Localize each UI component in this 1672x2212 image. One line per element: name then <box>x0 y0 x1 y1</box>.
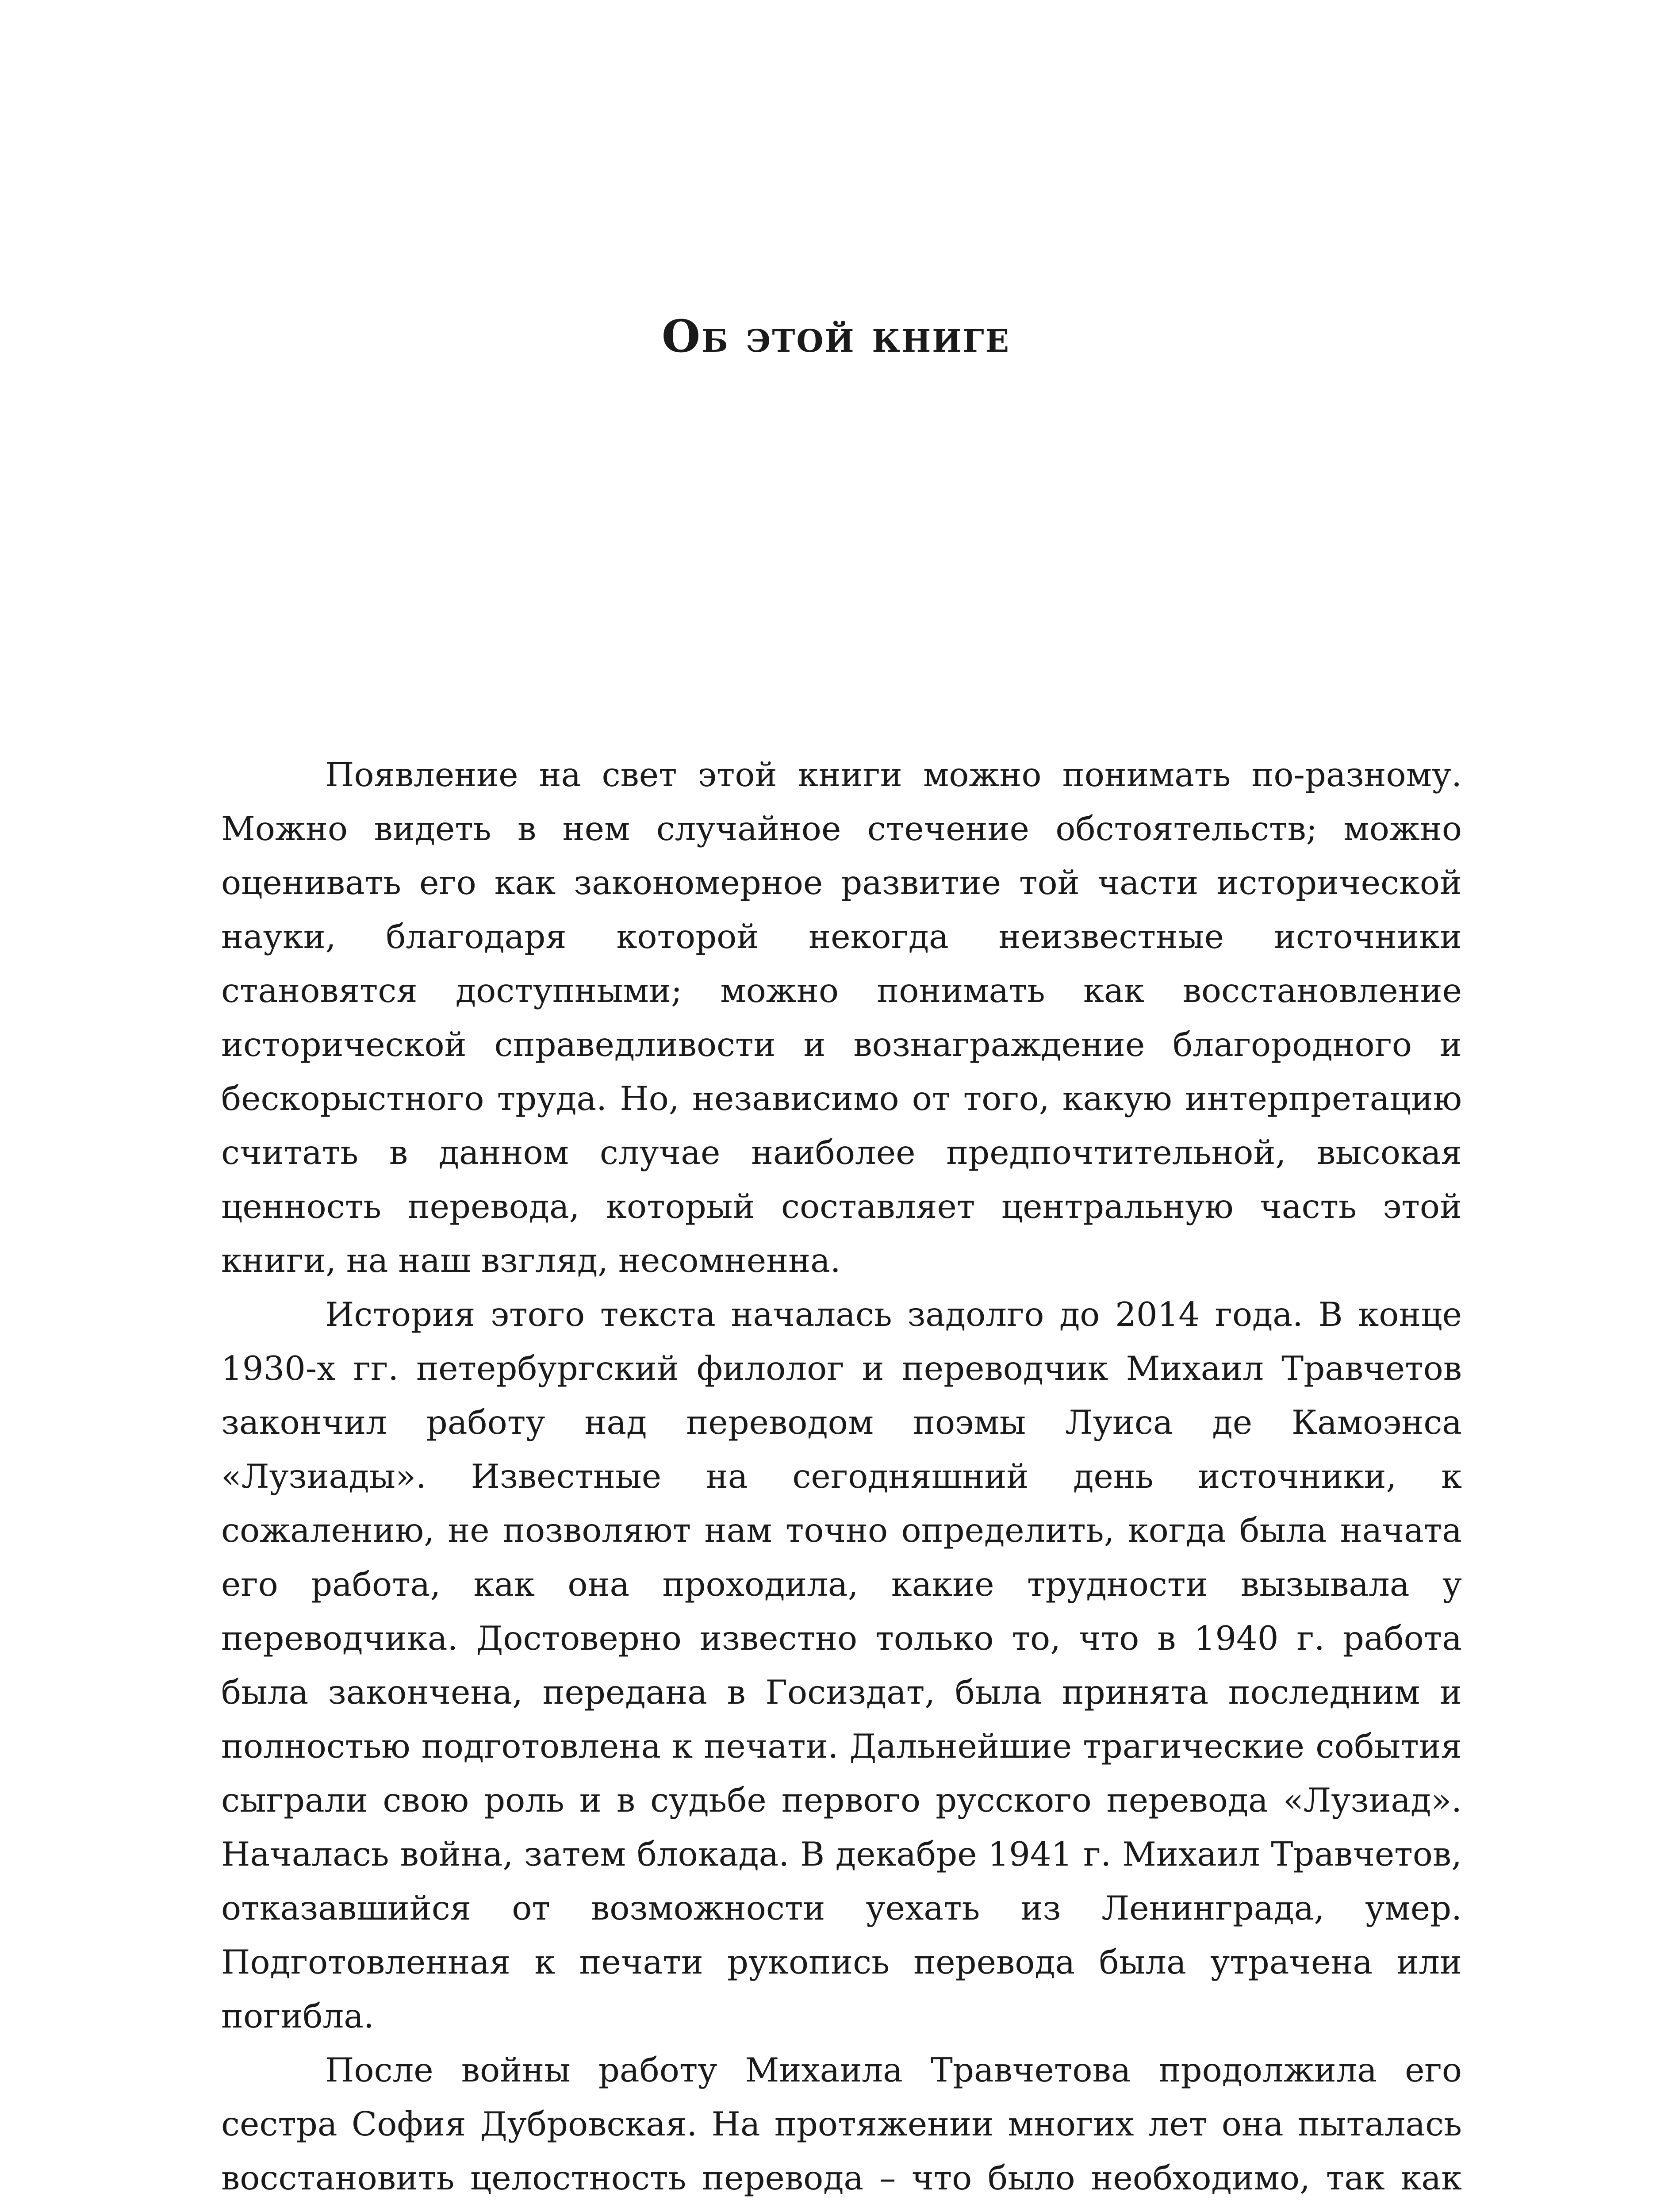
paragraph-2: История этого текста началась задолго до 2014 года. В конце 1930-х гг. петербургский филолог и переводчик Михаил Травчетов закончил работу над переводом поэмы Луиса де Камоэнса «Лузиады». Известные на сегодняшний день источники, к сожалению, не позволяют нам точно определить, когда была начата его работа, как она проходила, какие трудности вызывала у переводчика. Достоверно известно только то, что в 1940 г. работа была закончена, передана в Госиздат, была принята последним и полностью подготовлена к печати. Дальнейшие трагические события сыграли свою роль и в судьбе первого русского перевода «Лузиад». Началась война, затем блокада. В декабре 1941 г. Михаил Травчетов, отказавшийся от возможности уехать из Ленинграда, умер. Подготовленная к печати рукопись перевода была утрачена или погибла. <box>221 1295 1462 2035</box>
paragraph-1: Появление на свет этой книги можно понимать по-разному. Можно видеть в нем случайное стечение обстоятельств; можно оценивать его как закономерное развитие той части исторической науки, благодаря которой некогда неизвестные источники становятся доступными; можно понимать как восстановление исторической справедливости и вознаграждение благородного и бескорыстного труда. Но, независимо от того, какую интерпретацию считать в данном случае наиболее предпочтительной, высокая ценность перевода, который составляет центральную часть этой книги, на наш взгляд, несомненна. <box>221 755 1462 1280</box>
paragraph-3: После войны работу Михаила Травчетова продолжила его сестра София Дубровская. На протяжении многих лет она пыталась восстановить целостность перевода – что было необходимо, так как <box>221 2051 1462 2197</box>
chapter-title: Об этой книге <box>661 310 1011 362</box>
body-text <box>221 748 1462 2212</box>
